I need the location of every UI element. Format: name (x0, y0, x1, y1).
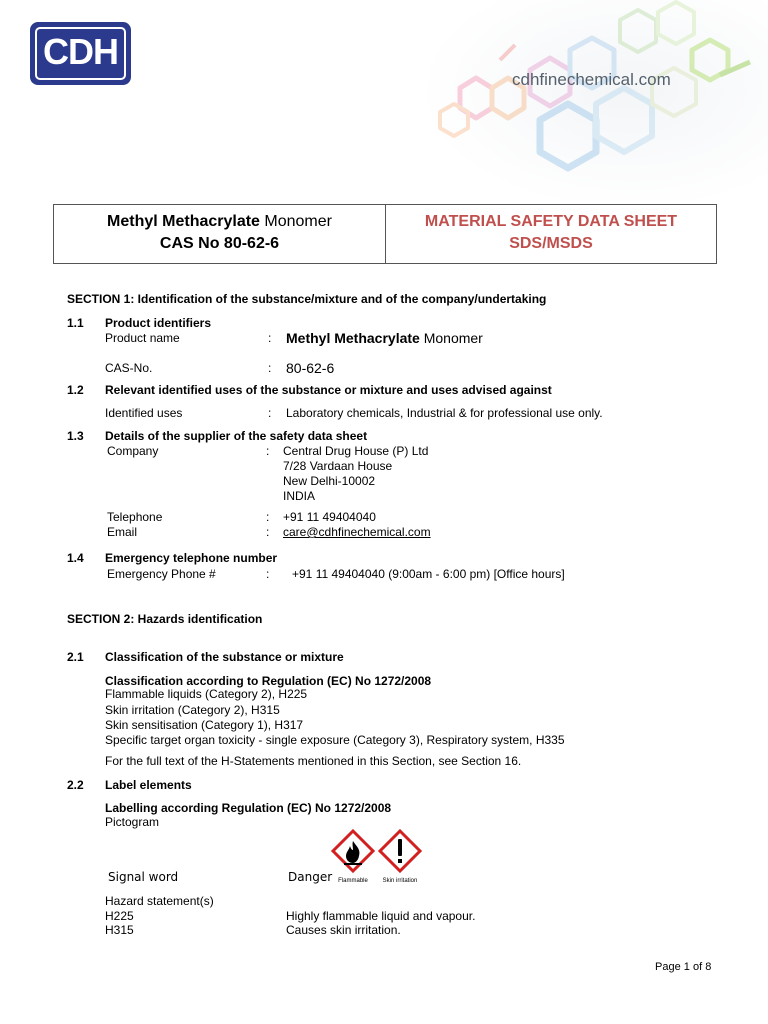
colon: : (266, 525, 270, 539)
s13-title: Details of the supplier of the safety data sheet (105, 429, 368, 443)
flame-pictogram-icon (330, 828, 376, 884)
title-cas-number: CAS No 80-62-6 (159, 235, 280, 252)
classification-item: Specific target organ toxicity - single exposure (Category 3), Respiratory system, H335 (105, 733, 565, 747)
email-link[interactable]: care@cdhfinechemical.com (283, 525, 431, 539)
skin-irritation-caption: Skin irritation (382, 878, 418, 884)
colon: : (268, 406, 272, 420)
s22-number: 2.2 (67, 778, 84, 792)
telephone-value: +91 11 49404040 (283, 510, 376, 524)
section2-heading: SECTION 2: Hazards identification (67, 612, 263, 626)
title-box (53, 204, 717, 264)
s14-title: Emergency telephone number (105, 551, 278, 565)
colon: : (266, 567, 270, 581)
s22-title: Label elements (105, 778, 192, 792)
labelling-regulation: Labelling according Regulation (EC) No 1272/2008 (105, 801, 392, 815)
email-label: Email (107, 525, 138, 539)
cas-label: CAS-No. (105, 361, 153, 375)
identified-uses-value: Laboratory chemicals, Industrial & for professional use only. (286, 406, 603, 420)
signal-word-value: Danger (288, 870, 333, 884)
company-label: Company (107, 444, 159, 458)
s21-title: Classification of the substance or mixture (105, 650, 344, 664)
colon: : (266, 444, 270, 458)
signal-word-label: Signal word (108, 870, 179, 884)
identified-uses-label: Identified uses (105, 406, 183, 420)
s21-number: 2.1 (67, 650, 84, 664)
sheet-subtitle: SDS/MSDS (509, 235, 593, 252)
hazard-text: Causes skin irritation. (286, 923, 401, 937)
classification-item: Skin irritation (Category 2), H315 (105, 703, 280, 717)
section1-heading: SECTION 1: Identification of the substance/mixture and of the company/undertaking (67, 292, 547, 306)
s12-title: Relevant identified uses of the substance or mixture and uses advised against (105, 383, 552, 397)
company-line: INDIA (283, 489, 316, 503)
cas-value: 80-62-6 (286, 360, 335, 376)
hazard-statements-label: Hazard statement(s) (105, 894, 214, 908)
s13-number: 1.3 (67, 429, 84, 443)
classification-footnote: For the full text of the H-Statements mentioned in this Section, see Section 16. (105, 754, 522, 768)
molecule-decoration-icon (420, 0, 768, 200)
pictogram-label: Pictogram (105, 815, 160, 829)
classification-item: Skin sensitisation (Category 1), H317 (105, 718, 304, 732)
website-url: cdhfinechemical.com (512, 70, 671, 89)
s14-number: 1.4 (67, 551, 84, 565)
emergency-phone-value: +91 11 49404040 (9:00am - 6:00 pm) [Office hours] (292, 567, 565, 581)
sheet-title: MATERIAL SAFETY DATA SHEET (424, 213, 678, 230)
product-name-value: Methyl Methacrylate Monomer (286, 330, 483, 346)
hazard-code: H315 (105, 923, 134, 937)
s11-number: 1.1 (67, 316, 84, 330)
company-line: New Delhi-10002 (283, 474, 376, 488)
page-number: Page 1 of 8 (655, 961, 712, 973)
company-line: Central Drug House (P) Ltd (283, 444, 429, 458)
hazard-text: Highly flammable liquid and vapour. (286, 909, 476, 923)
colon: : (266, 510, 270, 524)
classification-item: Flammable liquids (Category 2), H225 (105, 687, 308, 701)
logo-text: CDH (43, 31, 118, 72)
flammable-caption: Flammable (338, 878, 368, 884)
title-product-name: Methyl Methacrylate Monomer (107, 213, 332, 230)
classification-regulation: Classification according to Regulation (EC) No 1272/2008 (105, 674, 432, 688)
s11-title: Product identifiers (105, 316, 212, 330)
company-line: 7/28 Vardaan House (283, 459, 393, 473)
colon: : (268, 361, 272, 375)
product-name-label: Product name (105, 331, 180, 345)
colon: : (268, 331, 272, 345)
emergency-phone-label: Emergency Phone # (107, 567, 216, 581)
exclamation-pictogram-icon (376, 828, 424, 884)
telephone-label: Telephone (107, 510, 163, 524)
cdh-logo (30, 22, 131, 85)
hazard-code: H225 (105, 909, 134, 923)
s12-number: 1.2 (67, 383, 84, 397)
